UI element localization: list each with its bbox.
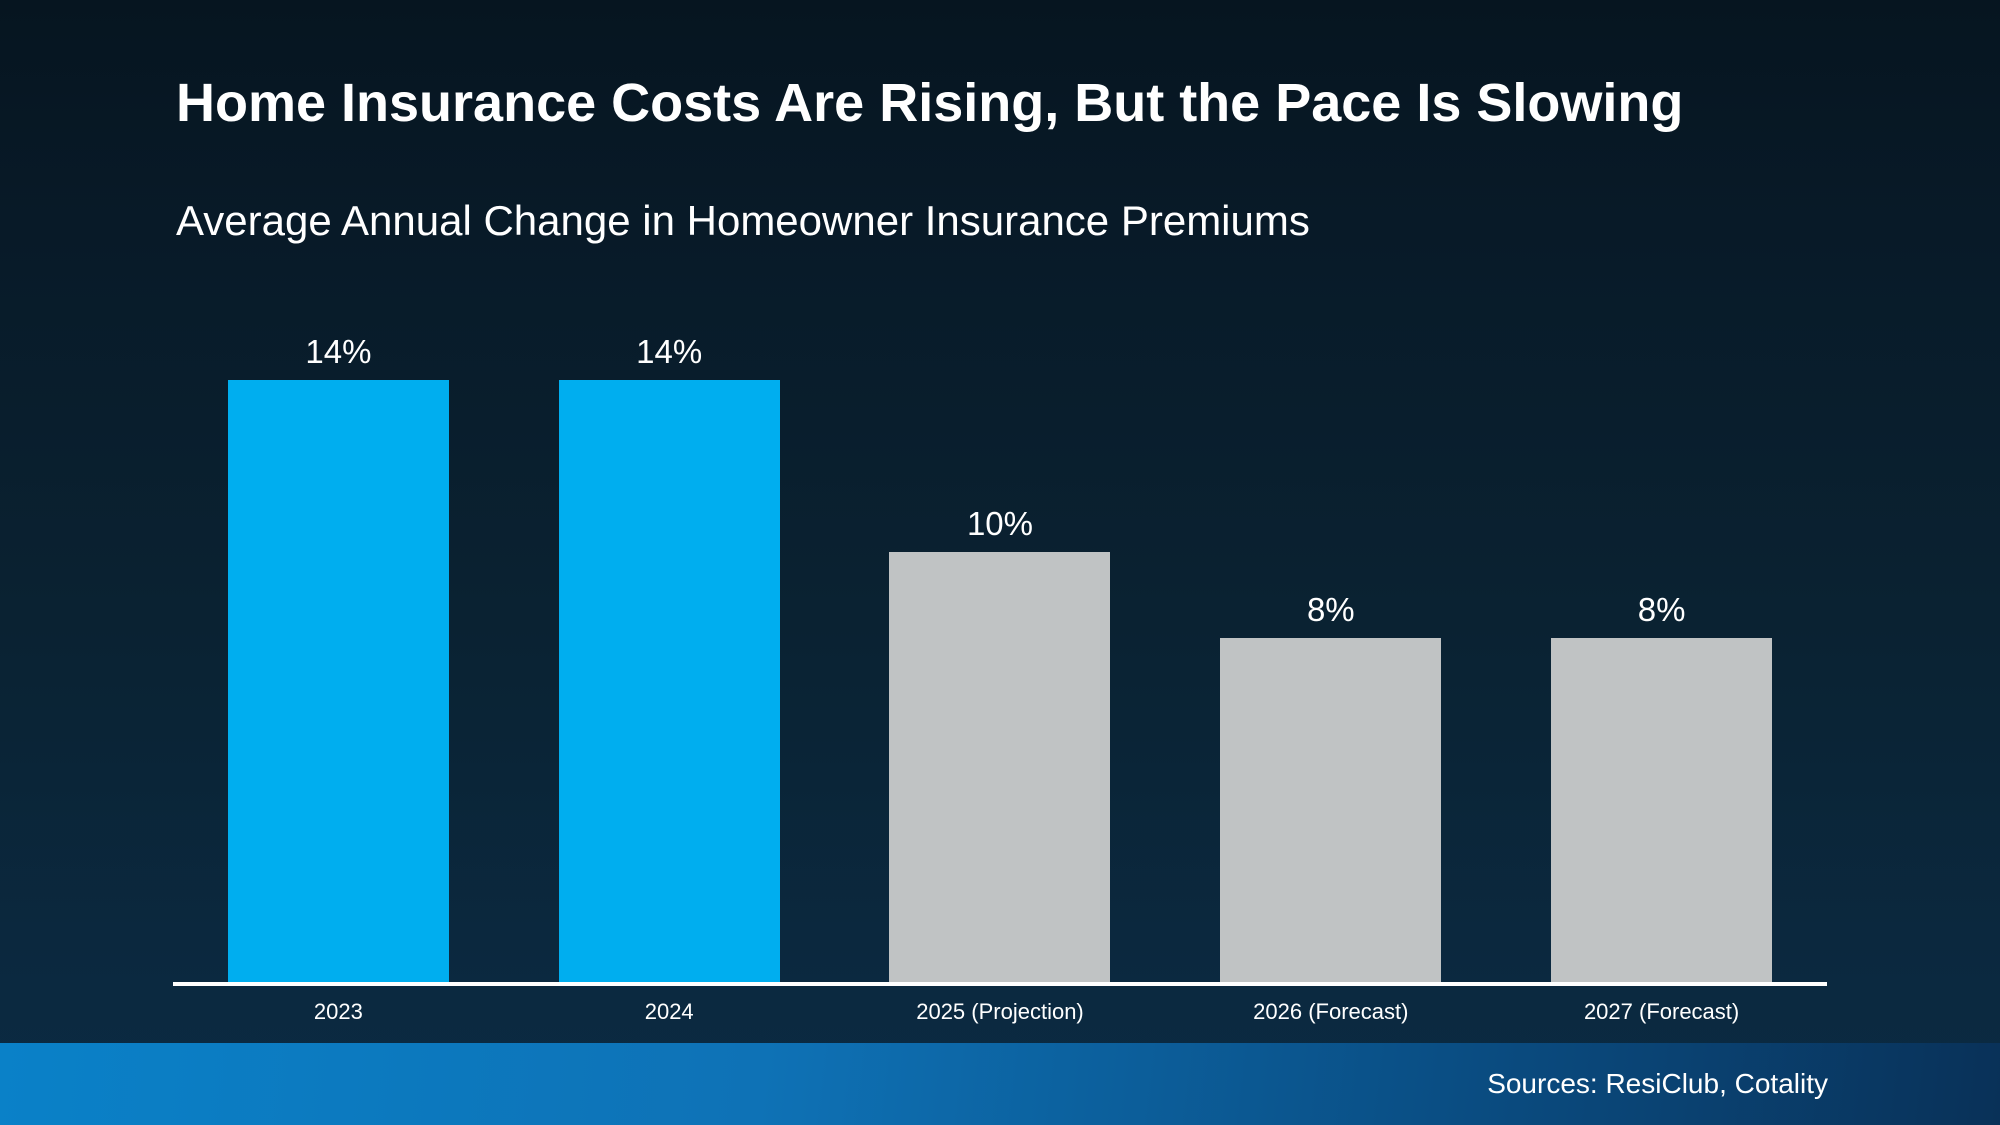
sources-text: Sources: ResiClub, Cotality xyxy=(1487,1068,1828,1099)
bar-chart-plot-area xyxy=(173,0,1827,986)
bar-2025 xyxy=(889,552,1110,982)
bar-column xyxy=(1496,0,1827,982)
bar-2024 xyxy=(559,380,780,982)
category-label: 2027 (Forecast) xyxy=(1583,999,1740,1024)
chart-subtitle: Average Annual Change in Homeowner Insurance Premiums xyxy=(176,197,1310,244)
bar-value-label: 14% xyxy=(305,332,372,370)
bar-column xyxy=(835,0,1166,982)
chart-title: Home Insurance Costs Are Rising, But the Pace Is Slowing xyxy=(176,73,1684,133)
bar-column xyxy=(173,0,504,982)
category-label: 2025 (Projection) xyxy=(916,999,1084,1024)
footer-bar xyxy=(0,1043,2000,1125)
category-label: 2024 xyxy=(644,999,694,1024)
bar-2027 xyxy=(1551,638,1772,982)
x-axis-category-labels xyxy=(173,998,1827,1034)
bar-column xyxy=(504,0,835,982)
category-label: 2023 xyxy=(313,999,363,1024)
bar-value-label: 14% xyxy=(636,332,703,370)
bar-2026 xyxy=(1220,638,1441,982)
bar-value-label: 8% xyxy=(1306,590,1355,628)
bar-value-label: 10% xyxy=(966,504,1034,542)
bar-column xyxy=(1165,0,1496,982)
bar-value-label: 8% xyxy=(1637,590,1686,628)
category-label: 2026 (Forecast) xyxy=(1253,999,1409,1024)
bar-2023 xyxy=(228,380,449,982)
